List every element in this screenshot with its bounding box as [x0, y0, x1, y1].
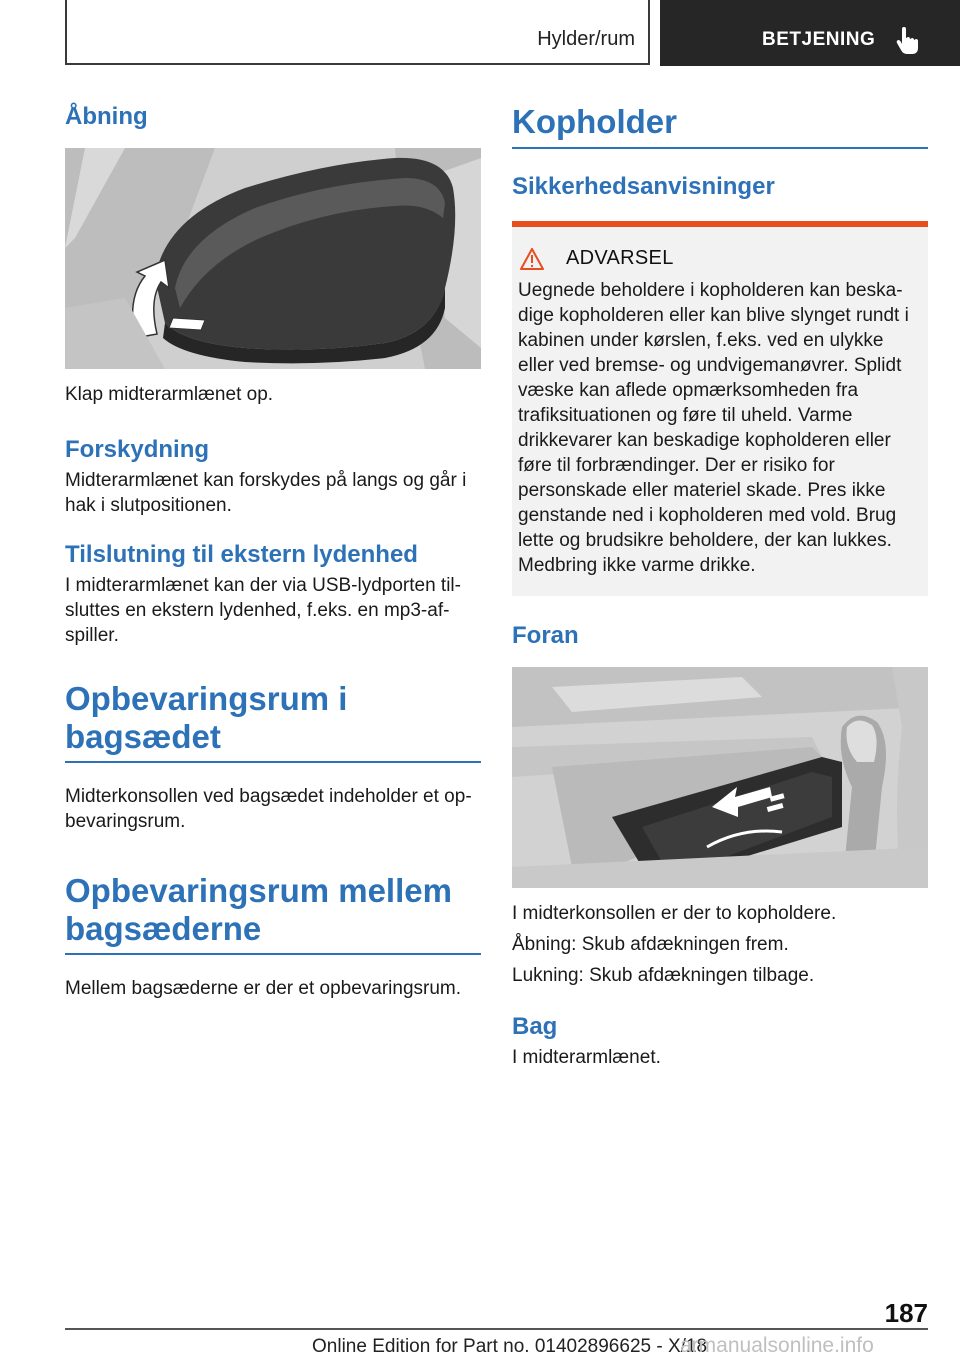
opening-caption: Klap midterarmlænet op.: [65, 384, 274, 405]
storage-rear-heading: Opbevaringsrum i bagsædet: [65, 680, 348, 755]
pointing-hand-icon: [895, 27, 921, 55]
shift-text: Midterarmlænet kan forskydes på langs og går i hak i slutpositionen.: [65, 470, 467, 516]
connect-heading: Tilslutning til ekstern lydenhed: [65, 541, 418, 568]
warning-box: [512, 221, 928, 596]
footer-rule: [65, 1328, 928, 1330]
storage-between-rule: [65, 953, 481, 955]
cupholder-illustration: [512, 667, 928, 888]
cupholder-figure: [512, 667, 928, 888]
connect-text: I midterarmlænet kan der via USB-lydporten tilsluttes en ekstern lydenhed, f.eks. en mp3-afspiller.: [65, 575, 461, 646]
warning-header: [512, 227, 928, 270]
footer-edition: Online Edition for Part no. 01402896625 - X/18: [312, 1336, 708, 1357]
header-section-title: Hylder/rum: [537, 28, 635, 50]
rear-heading: Bag: [512, 1013, 558, 1040]
header-chapter-title: BETJENING: [762, 29, 876, 50]
right-column: [512, 95, 928, 1070]
cupholder-rule: [512, 147, 928, 149]
rear-text: I midterarmlænet.: [512, 1047, 661, 1068]
front-text-3: Lukning: Skub afdækningen tilbage.: [512, 965, 815, 986]
header-rule-bottom: [65, 63, 650, 65]
shift-heading: Forskydning: [65, 436, 210, 463]
storage-rear-text: Midterkonsollen ved bagsædet indeholder et opbevaringsrum.: [65, 786, 472, 832]
front-text-2: Åbning: Skub afdækningen frem.: [512, 934, 789, 955]
header-rule-left: [65, 0, 67, 64]
armrest-figure: [65, 148, 481, 369]
storage-rear-rule: [65, 761, 481, 763]
cupholder-heading: Kopholder: [512, 103, 677, 140]
front-heading: Foran: [512, 622, 579, 649]
warning-text: Uegnede beholdere i kopholderen kan beskadige kopholderen eller kan blive slynget rundt i kabinen under kørslen, f.eks. ved en ulykke eller ved bremse- og undvigemanøvrer. Splidt væske kan aflede opmærksomheden fra trafiksituationen og føre til uheld. Varme drikkevarer kan beskadige kopholderen eller føre til forbrændinger. Der er risiko for personskade eller materiel skade. Pres ikke genstande ned i kopholderen med vold. Brug lette og brudsikre beholdere, der kan lukkes. Medbring ikke varme drikke.: [518, 280, 909, 576]
armrest-illustration: [65, 148, 481, 369]
watermark: armanualsonline.info: [680, 1334, 874, 1357]
storage-between-heading: Opbevaringsrum mellem bagsæderne: [65, 872, 452, 947]
storage-between-text: Mellem bagsæderne er der et opbevaringsrum.: [65, 978, 462, 999]
header-rule-mid: [648, 0, 650, 64]
left-column: [65, 95, 481, 1001]
warning-triangle-icon: [520, 248, 544, 270]
warning-title: ADVARSEL: [566, 247, 674, 269]
safety-heading: Sikkerhedsanvisninger: [512, 173, 775, 200]
page-number: 187: [884, 1298, 928, 1328]
opening-heading: Åbning: [65, 103, 148, 130]
front-text-1: I midterkonsollen er der to kopholdere.: [512, 903, 837, 924]
